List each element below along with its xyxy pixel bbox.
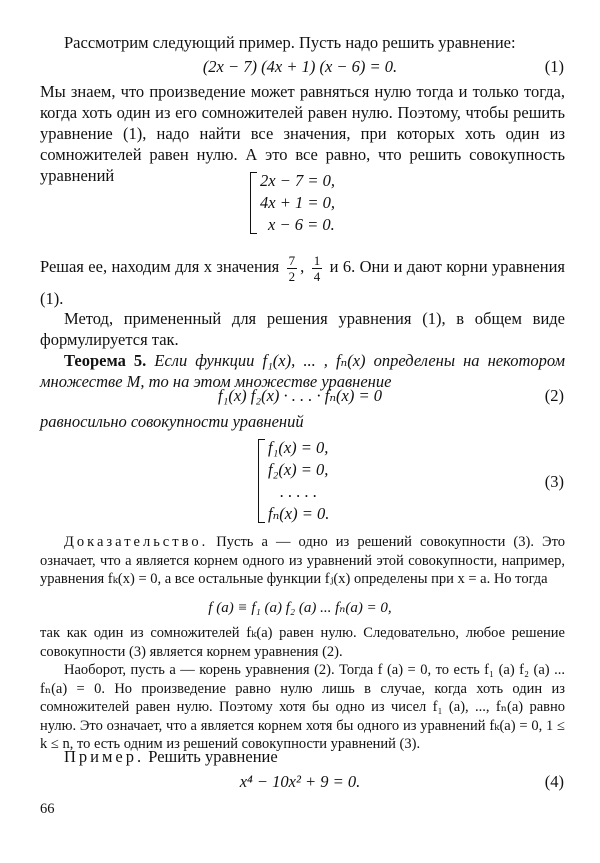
fraction-numerator: 7 xyxy=(288,252,296,268)
equivalence-text: равносильно совокупности уравнений xyxy=(40,412,304,431)
theorem-label: Теорема 5. xyxy=(64,351,147,370)
fraction-seven-halves xyxy=(287,253,298,284)
method-paragraph: Метод, примененный для решения уравнения (1), в общем виде формулируется так. xyxy=(40,309,565,349)
equation-2-number: (2) xyxy=(544,386,564,405)
proof-label: Доказательство. xyxy=(64,534,209,550)
solution-text-after: и 6. Они и дают корни уравнения (1). xyxy=(40,257,566,308)
fraction-denominator: 4 xyxy=(313,268,321,284)
paragraph-product-zero: Мы знаем, что произведение может равняться нулю тогда и только тогда, когда хоть один из его сомножителей равен нулю. Поэтому, чтобы решить уравнение (1), надо найти все значения, при которых хоть один из сомножителей равен нулю. А это все равно, что решить совокупность уравнений xyxy=(40,82,565,185)
fraction-one-quarter xyxy=(312,253,323,284)
equation-4-number: (4) xyxy=(544,772,564,791)
system-1-bracket xyxy=(250,172,257,234)
intro-text: Рассмотрим следующий пример. Пусть надо решить уравнение: xyxy=(64,33,516,52)
system-1 xyxy=(250,170,335,236)
solution-text-before: Решая ее, находим для x значения xyxy=(40,257,280,276)
fraction-numerator: 1 xyxy=(313,252,321,268)
fraction-separator: , xyxy=(300,257,305,276)
proof-continuation: так как один из сомножителей fₖ(a) равен нулю. Следовательно, любое решение совокупности (3) является корнем уравнения (2). xyxy=(40,625,565,660)
system-3-line: fₙ(x) = 0. xyxy=(268,504,330,523)
solution-paragraph xyxy=(40,252,565,314)
system-1-line: 2x − 7 = 0, xyxy=(260,171,335,190)
system-3-bracket xyxy=(258,439,265,523)
equation-1-number: (1) xyxy=(544,57,564,76)
fraction-denominator: 2 xyxy=(288,268,296,284)
converse-paragraph: Наоборот, пусть a — корень уравнения (2). Тогда f (a) = 0, то есть f₁ (a) f₂ (a) ... fₙ(a) = 0. Но произведение равно нулю лишь в случае, когда хоть один из сомножителей равен нулю. Поэтому хотя бы одно из чисел f₁ (a), ..., fₙ(a) равно нулю. Это означает, что a является корнем хотя бы одного из уравнений fₖ(a) = 0, 1 ≤ k ≤ n, то есть одним из решений совокупности уравнений (3). xyxy=(40,662,565,752)
equation-4: x⁴ − 10x² + 9 = 0. xyxy=(239,772,361,791)
system-3-line: . . . . . xyxy=(280,482,318,501)
example-label: Пример. xyxy=(64,747,145,766)
proof-paragraph xyxy=(40,533,565,589)
equation-identity: f (a) ≡ f₁ (a) f₂ (a) ... fₙ(a) = 0, xyxy=(208,600,392,616)
system-1-line: x − 6 = 0. xyxy=(268,215,335,234)
equation-1: (2x − 7) (4x + 1) (x − 6) = 0. xyxy=(202,57,398,76)
page-number: 66 xyxy=(40,801,55,817)
theorem-statement: Если функции f₁(x), ... , fₙ(x) определены на некотором множестве M, то на этом множестве уравнение xyxy=(40,351,566,391)
system-3 xyxy=(258,437,329,525)
proof-text: Пусть a — одно из решений совокупности (3). Это означает, что a является корнем одного из уравнений этой совокупности, например, уравнения fₖ(x) = 0, а все остальные функции fⱼ(x) определены при x = a. Но тогда xyxy=(40,534,565,587)
system-3-line: f₁(x) = 0, xyxy=(268,438,329,457)
example-paragraph xyxy=(40,746,565,767)
system-3-line: f₂(x) = 0, xyxy=(268,460,329,479)
example-text: Решить уравнение xyxy=(148,747,278,766)
system-3-number: (3) xyxy=(544,472,564,491)
equation-2: f₁(x) f₂(x) · . . . · fₙ(x) = 0 xyxy=(218,386,382,405)
system-1-line: 4x + 1 = 0, xyxy=(260,193,335,212)
